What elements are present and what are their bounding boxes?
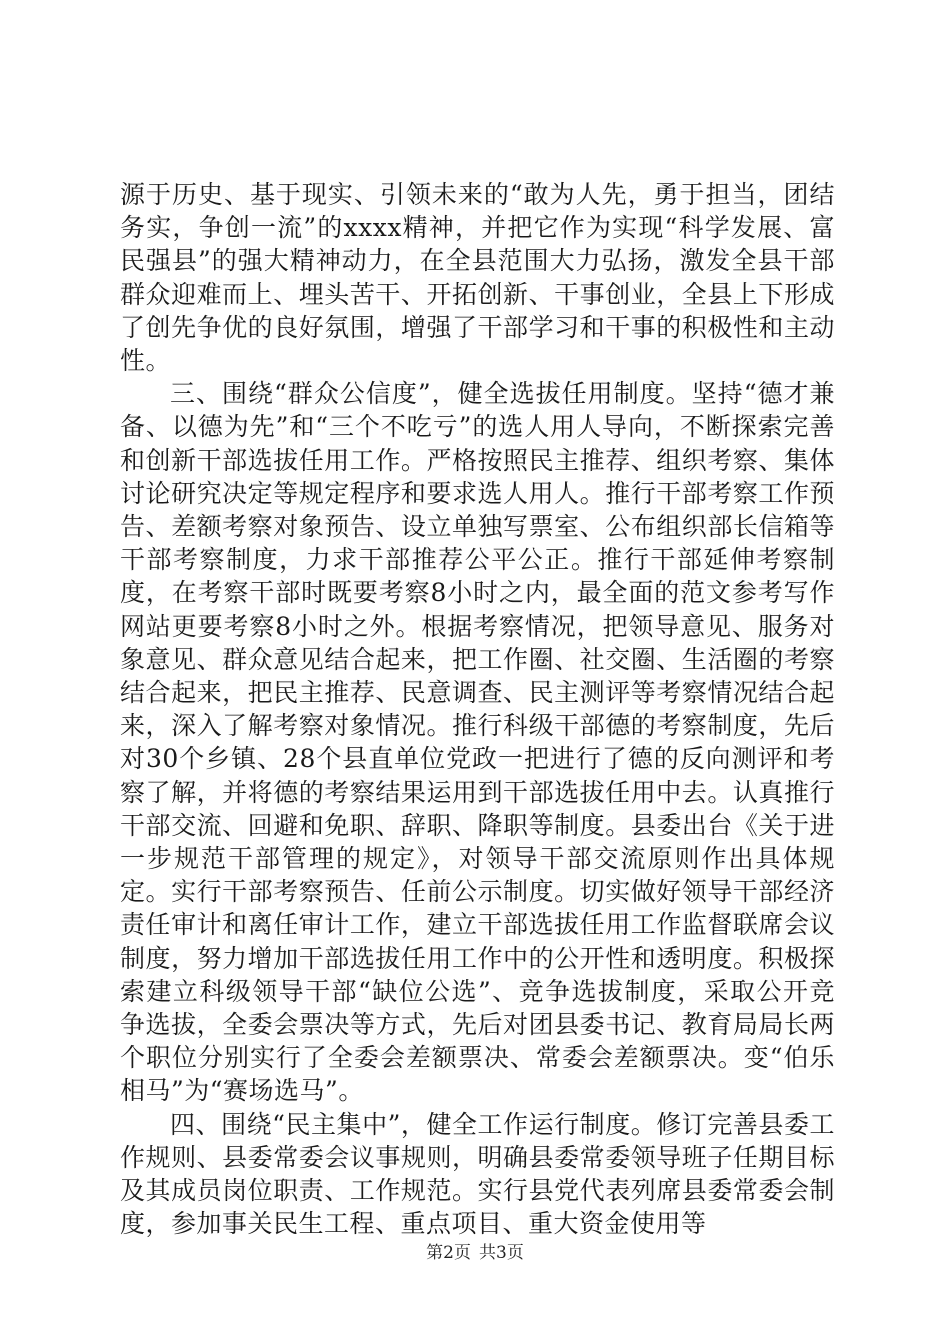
page-total: 共3页 — [479, 1243, 524, 1263]
document-body — [120, 178, 835, 1241]
paragraph-continuation: 源于历史、基于现实、引领未来的“敢为人先，勇于担当，团结务实，争创一流”的xxxx精神，并把它作为实现“科学发展、富民强县”的强大精神动力，在全县范围大力弘扬，激发全县干部群众迎难而上、埋头苦干、开拓创新、干事创业，全县上下形成了创先争优的良好氛围，增强了干部学习和干事的积极性和主动性。 — [120, 180, 835, 376]
page-footer — [0, 1242, 950, 1264]
paragraph-section-four: 四、围绕“民主集中”，健全工作运行制度。修订完善县委工作规则、县委常委会议事规则，明确县委常委领导班子任期目标及其成员岗位职责、工作规范。实行县党代表列席县委常委会制度，参加事关民生工程、重点项目、重大资金使用等 — [120, 1109, 835, 1239]
paragraph-section-three: 三、围绕“群众公信度”，健全选拔任用制度。坚持“德才兼备、以德为先”和“三个不吃亏”的选人用人导向，不断探索完善和创新干部选拔任用工作。严格按照民主推荐、组织考察、集体讨论研究决定等规定程序和要求选人用人。推行干部考察工作预告、差额考察对象预告、设立单独写票室、公布组织部长信箱等干部考察制度，力求干部推荐公平公正。推行干部延伸考察制度，在考察干部时既要考察8小时之内，最全面的范文参考写作网站更要考察8小时之外。根据考察情况，把领导意见、服务对象意见、群众意见结合起来，把工作圈、社交圈、生活圈的考察结合起来，把民主推荐、民意调查、民主测评等考察情况结合起来，深入了解考察对象情况。推行科级干部德的考察制度，先后对30个乡镇、28个县直单位党政一把进行了德的反向测评和考察了解，并将德的考察结果运用到干部选拔任用中去。认真推行干部交流、回避和免职、辞职、降职等制度。县委出台《关于进一步规范干部管理的规定》，对领导干部交流原则作出具体规定。实行干部考察预告、任前公示制度。切实做好领导干部经济责任审计和离任审计工作，建立干部选拔任用工作监督联席会议制度，努力增加干部选拔任用工作中的公开性和透明度。积极探索建立科级领导干部“缺位公选”、竞争选拔制度，采取公开竞争选拔，全委会票决等方式，先后对团县委书记、教育局局长两个职位分别实行了全委会差额票决、常委会差额票决。变“伯乐相马”为“赛场选马”。 — [120, 379, 835, 1106]
page-number: 第2页 — [426, 1243, 471, 1263]
